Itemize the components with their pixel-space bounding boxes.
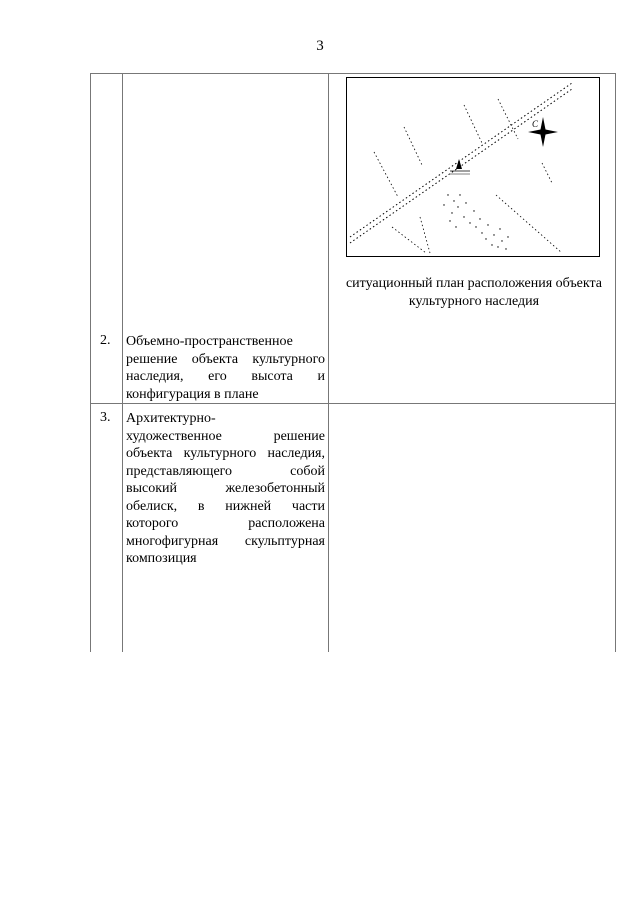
map-caption: ситуационный план расположения объекта культурного наследия [345, 276, 603, 309]
page-number: 3 [316, 38, 324, 54]
text-line: художественное решение [126, 428, 325, 444]
table-top-border [90, 73, 615, 74]
compass-letter: С [532, 119, 539, 129]
col-border-left [90, 73, 91, 652]
row-divider [90, 403, 615, 404]
col-border-number [122, 73, 123, 652]
col-border-right [615, 73, 616, 652]
text-line: многофигурная скульптурная [126, 533, 325, 549]
text-line: Архитектурно- [126, 411, 216, 426]
row-3-text [126, 410, 325, 568]
text-line: которого расположена [126, 516, 325, 531]
text-line: обелиск, в нижней части [126, 498, 325, 514]
col-border-text [328, 73, 329, 652]
text-line: представляющего собой [126, 463, 325, 479]
text-line: композиция [126, 551, 197, 566]
text-line: Объемно-пространственное [126, 334, 293, 349]
text-line: решение объекта культурного [126, 351, 325, 367]
situation-map-image [346, 77, 600, 257]
text-line: наследия, его высота и [126, 369, 325, 384]
row-2-number: 2. [100, 333, 111, 348]
row-3-number: 3. [100, 410, 111, 425]
text-line: конфигурация в плане [126, 386, 259, 402]
text-line: объекта культурного наследия, [126, 446, 325, 461]
row-2-text [126, 333, 325, 403]
text-line: высокий железобетонный [126, 481, 325, 496]
